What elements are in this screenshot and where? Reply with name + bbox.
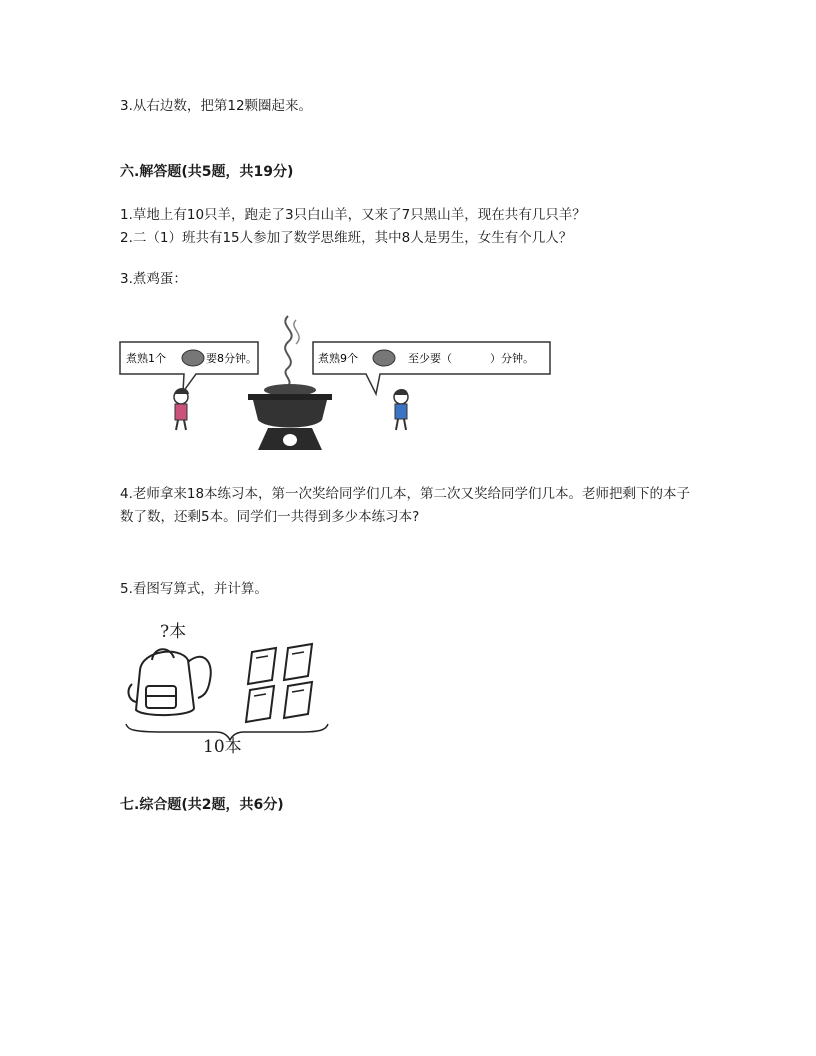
section-6-heading: 六.解答题(共5题，共19分): [120, 164, 294, 180]
egg-icon: [182, 350, 204, 366]
total-label: 10本: [203, 737, 242, 757]
question-6-1: 1.草地上有10只羊，跑走了3只白山羊，又来了7只黑山羊，现在共有几只羊？: [120, 207, 586, 223]
backpack-icon: [129, 649, 211, 715]
egg-icon: [373, 350, 395, 366]
boy-figure: [394, 389, 408, 430]
question-6-4: 4.老师拿来18本练习本，第一次奖给同学们几本，第二次又奖给同学们几本。老师把剩下的本子数了数，还剩5本。同学们一共得到多少本练习本?: [120, 486, 691, 525]
question-6-2: 2.二（1）班共有15人参加了数学思维班，其中8人是男生，女生有个几人？: [120, 230, 573, 246]
books-icon: [246, 644, 312, 722]
question-6-3: 3.煮鸡蛋：: [120, 271, 187, 287]
right-bubble-text-a: 煮熟9个: [318, 352, 358, 365]
steam-icon: [285, 316, 292, 386]
left-bubble-text-b: 要8分钟。: [206, 352, 257, 365]
question-6-5: 5.看图写算式，并计算。: [120, 581, 268, 597]
right-bubble-text-b: 至少要（: [408, 352, 452, 365]
right-bubble-text-c: ）分钟。: [490, 352, 534, 365]
girl-figure: [174, 388, 189, 430]
question-5-3: 3.从右边数，把第12颗圈起来。: [120, 98, 313, 114]
left-speech-bubble: [120, 342, 258, 392]
right-speech-bubble: [313, 342, 550, 394]
egg-boiling-figure: [118, 312, 558, 457]
question-mark-label: ?本: [160, 622, 187, 642]
left-bubble-text-a: 煮熟1个: [126, 352, 166, 365]
section-7-heading: 七.综合题(共2题，共6分): [120, 797, 284, 813]
pot-stove-icon: [248, 384, 332, 450]
